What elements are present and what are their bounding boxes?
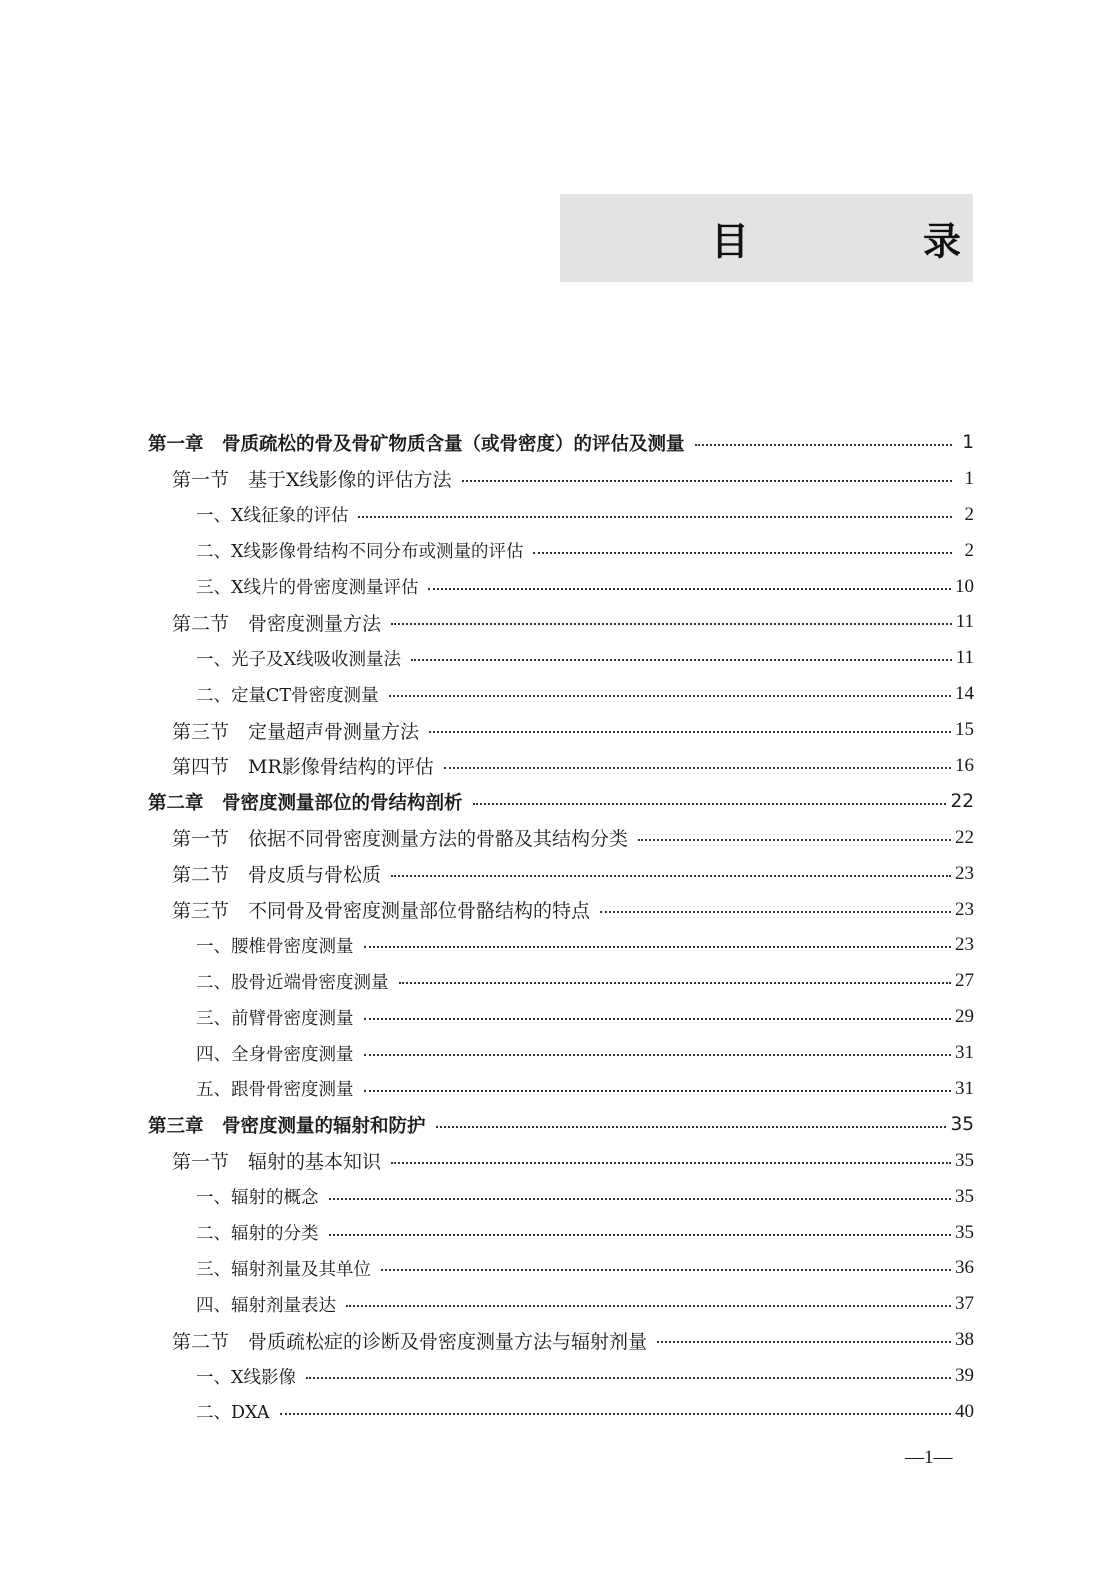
toc-section[interactable] xyxy=(148,856,974,892)
toc-entry-label: 第三章 骨密度测量的辐射和防护 xyxy=(148,1115,426,1137)
toc-subsection[interactable] xyxy=(148,640,974,676)
toc-section[interactable] xyxy=(148,461,974,497)
toc-page-number: 11 xyxy=(955,611,974,633)
toc-page-number: 14 xyxy=(955,683,974,705)
toc-entry-label: 四、辐射剂量表达 xyxy=(196,1295,336,1316)
toc-dot-leader xyxy=(381,1269,951,1271)
toc-page-number: 23 xyxy=(955,862,974,884)
toc-page-number: 40 xyxy=(955,1400,974,1422)
toc-page-number: 22 xyxy=(955,826,974,848)
toc-subsection[interactable] xyxy=(148,963,974,999)
toc-entry-label: 一、腰椎骨密度测量 xyxy=(196,936,354,957)
toc-entry-label: 一、光子及X线吸收测量法 xyxy=(196,649,401,670)
toc-entry-label: 第一节 辐射的基本知识 xyxy=(172,1151,382,1174)
toc-subsection[interactable] xyxy=(148,1179,974,1215)
toc-dot-leader xyxy=(429,731,951,733)
toc-page-number: 35 xyxy=(955,1185,974,1207)
toc-subsection[interactable] xyxy=(148,1394,974,1430)
toc-dot-leader xyxy=(389,695,951,697)
toc-page-number: 10 xyxy=(955,575,974,597)
toc-page-number: 1 xyxy=(962,432,974,454)
table-of-contents xyxy=(148,425,974,1430)
toc-entry-label: 一、X线影像 xyxy=(196,1367,296,1388)
toc-page-number: 36 xyxy=(955,1257,974,1279)
toc-page-number: 22 xyxy=(950,791,974,813)
toc-page-number: 29 xyxy=(955,1006,974,1028)
toc-subsection[interactable] xyxy=(148,1035,974,1071)
page-title: 目 录 xyxy=(710,219,1029,264)
toc-dot-leader xyxy=(329,1234,952,1236)
toc-subsection[interactable] xyxy=(148,1071,974,1107)
toc-dot-leader xyxy=(364,1018,952,1020)
toc-entry-label: 第一章 骨质疏松的骨及骨矿物质含量（或骨密度）的评估及测量 xyxy=(148,433,685,455)
toc-entry-label: 二、辐射的分类 xyxy=(196,1224,319,1245)
toc-dot-leader xyxy=(391,875,951,877)
toc-entry-label: 第三节 不同骨及骨密度测量部位骨骼结构的特点 xyxy=(172,900,591,923)
toc-dot-leader xyxy=(391,623,952,625)
toc-subsection[interactable] xyxy=(148,676,974,712)
toc-dot-leader xyxy=(695,444,952,446)
toc-subsection[interactable] xyxy=(148,569,974,605)
toc-dot-leader xyxy=(391,1162,951,1164)
toc-page-number: 2 xyxy=(964,503,974,525)
toc-page-number: 37 xyxy=(955,1293,974,1315)
toc-entry-label: 第二章 骨密度测量部位的骨结构剖析 xyxy=(148,792,463,814)
toc-dot-leader xyxy=(280,1413,951,1415)
toc-page-number: 23 xyxy=(955,898,974,920)
toc-dot-leader xyxy=(364,1090,952,1092)
toc-page-number: 38 xyxy=(955,1329,974,1351)
toc-dot-leader xyxy=(638,839,951,841)
title-banner xyxy=(560,194,1029,282)
toc-dot-leader xyxy=(358,516,952,518)
toc-page-number: 27 xyxy=(955,970,974,992)
toc-subsection[interactable] xyxy=(148,1358,974,1394)
toc-subsection[interactable] xyxy=(148,1250,974,1286)
toc-page-number: 35 xyxy=(955,1149,974,1171)
toc-section[interactable] xyxy=(148,820,974,856)
toc-page-number: 31 xyxy=(955,1042,974,1064)
toc-entry-label: 第四节 MR影像骨结构的评估 xyxy=(172,756,434,779)
toc-subsection[interactable] xyxy=(148,533,974,569)
toc-entry-label: 二、股骨近端骨密度测量 xyxy=(196,972,389,993)
toc-page-number: 23 xyxy=(955,934,974,956)
toc-page-number: 11 xyxy=(955,647,974,669)
toc-entry-label: 第二节 骨皮质与骨松质 xyxy=(172,864,382,887)
toc-chapter[interactable] xyxy=(148,784,974,820)
toc-section[interactable] xyxy=(148,604,974,640)
toc-entry-label: 第一节 基于X线影像的评估方法 xyxy=(172,469,452,492)
toc-entry-label: 二、定量CT骨密度测量 xyxy=(196,685,379,706)
toc-page-number: 2 xyxy=(964,539,974,561)
toc-entry-label: 四、全身骨密度测量 xyxy=(196,1044,354,1065)
toc-section[interactable] xyxy=(148,748,974,784)
toc-dot-leader xyxy=(473,803,947,805)
toc-dot-leader xyxy=(399,982,952,984)
toc-entry-label: 三、辐射剂量及其单位 xyxy=(196,1259,371,1280)
toc-page-number: 39 xyxy=(955,1365,974,1387)
toc-dot-leader xyxy=(436,1126,947,1128)
toc-entry-label: 五、跟骨骨密度测量 xyxy=(196,1080,354,1101)
toc-page-number: 15 xyxy=(955,719,974,741)
toc-section[interactable] xyxy=(148,712,974,748)
toc-dot-leader xyxy=(462,480,952,482)
toc-entry-label: 一、辐射的概念 xyxy=(196,1188,319,1209)
toc-section[interactable] xyxy=(148,1322,974,1358)
toc-dot-leader xyxy=(600,911,951,913)
toc-section[interactable] xyxy=(148,892,974,928)
toc-dot-leader xyxy=(428,588,951,590)
toc-entry-label: 三、前臂骨密度测量 xyxy=(196,1008,354,1029)
toc-entry-label: 第二节 骨密度测量方法 xyxy=(172,612,382,635)
toc-page-number: 31 xyxy=(955,1077,974,1099)
toc-page-number: 35 xyxy=(955,1221,974,1243)
toc-dot-leader xyxy=(444,767,951,769)
toc-entry-label: 第三节 定量超声骨测量方法 xyxy=(172,720,420,743)
toc-dot-leader xyxy=(411,659,952,661)
toc-subsection[interactable] xyxy=(148,999,974,1035)
toc-entry-label: 第一节 依据不同骨密度测量方法的骨骼及其结构分类 xyxy=(172,828,629,851)
toc-chapter[interactable] xyxy=(148,425,974,461)
toc-page-number: 16 xyxy=(955,754,974,776)
toc-dot-leader xyxy=(306,1377,951,1379)
toc-chapter[interactable] xyxy=(148,1107,974,1143)
toc-subsection[interactable] xyxy=(148,1286,974,1322)
toc-dot-leader xyxy=(657,1341,951,1343)
toc-entry-label: 第二节 骨质疏松症的诊断及骨密度测量方法与辐射剂量 xyxy=(172,1330,648,1353)
footer-page-number: —1— xyxy=(905,1447,953,1468)
toc-dot-leader xyxy=(364,946,952,948)
toc-dot-leader xyxy=(346,1305,951,1307)
toc-subsection[interactable] xyxy=(148,927,974,963)
toc-page-number: 35 xyxy=(950,1114,974,1136)
toc-dot-leader xyxy=(533,552,952,554)
toc-dot-leader xyxy=(329,1198,952,1200)
toc-subsection[interactable] xyxy=(148,1215,974,1251)
toc-subsection[interactable] xyxy=(148,497,974,533)
toc-page-number: 1 xyxy=(964,467,974,489)
toc-entry-label: 三、X线片的骨密度测量评估 xyxy=(196,578,419,598)
toc-entry-label: 一、X线征象的评估 xyxy=(196,506,349,527)
toc-entry-label: 二、X线影像骨结构不同分布或测量的评估 xyxy=(196,542,524,563)
toc-entry-label: 二、DXA xyxy=(196,1403,270,1424)
toc-dot-leader xyxy=(364,1054,952,1056)
toc-section[interactable] xyxy=(148,1143,974,1179)
